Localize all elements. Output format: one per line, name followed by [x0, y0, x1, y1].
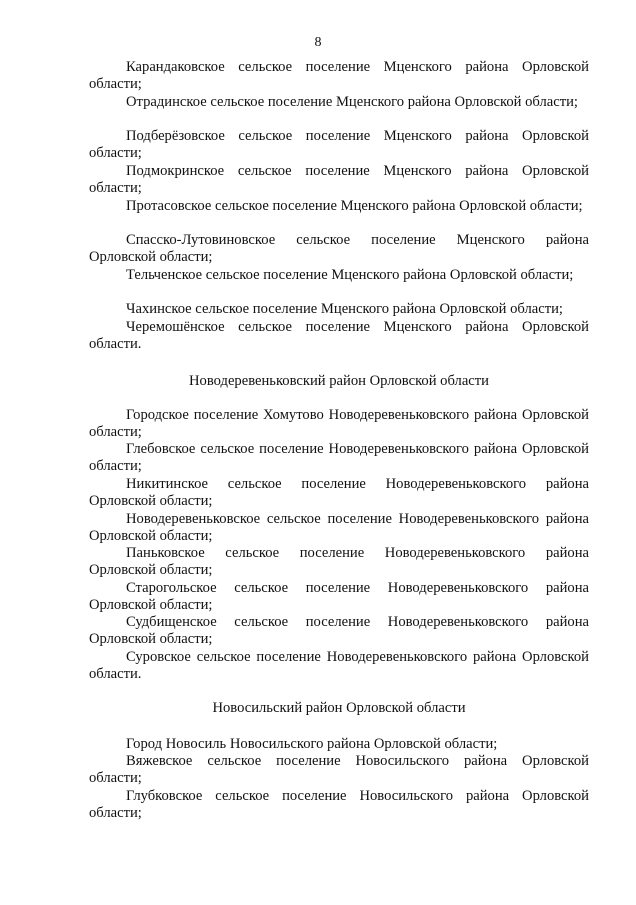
- list-item: Карандаковское сельское поселение Мценского района Орловской области;: [89, 59, 589, 92]
- list-item: Черемошёнское сельское поселение Мценского района Орловской области.: [89, 319, 589, 352]
- section-heading: Новосильский район Орловской области: [212, 700, 466, 716]
- list-item: Глебовское сельское поселение Новодеревеньковского района Орловской области;: [89, 441, 589, 474]
- list-item: Никитинское сельское поселение Новодеревеньковского района Орловской области;: [89, 476, 589, 509]
- list-item: Отрадинское сельское поселение Мценского района Орловской области;: [126, 94, 578, 110]
- list-item: Подберёзовское сельское поселение Мценского района Орловской области;: [89, 128, 589, 161]
- section-heading: Новодеревеньковский район Орловской области: [189, 373, 489, 389]
- list-item: Паньковское сельское поселение Новодеревеньковского района Орловской области;: [89, 545, 589, 578]
- list-item: Суровское сельское поселение Новодеревеньковского района Орловской области.: [89, 649, 589, 682]
- list-item: Новодеревеньковское сельское поселение Новодеревеньковского района Орловской области;: [89, 511, 589, 544]
- list-item: Протасовское сельское поселение Мценского района Орловской области;: [126, 198, 583, 214]
- list-item: Городское поселение Хомутово Новодеревеньковского района Орловской области;: [89, 407, 589, 440]
- list-item: Старогольское сельское поселение Новодеревеньковского района Орловской области;: [89, 580, 589, 613]
- list-item: Вяжевское сельское поселение Новосильского района Орловской области;: [89, 753, 589, 786]
- list-item: Судбищенское сельское поселение Новодеревеньковского района Орловской области;: [89, 614, 589, 647]
- list-item: Спасско-Лутовиновское сельское поселение Мценского района Орловской области;: [89, 232, 589, 265]
- page-number: 8: [314, 35, 322, 50]
- list-item: Подмокринское сельское поселение Мценского района Орловской области;: [89, 163, 589, 196]
- list-item: Чахинское сельское поселение Мценского района Орловской области;: [126, 301, 563, 317]
- list-item: Город Новосиль Новосильского района Орловской области;: [126, 736, 498, 752]
- list-item: Тельченское сельское поселение Мценского района Орловской области;: [126, 267, 574, 283]
- list-item: Глубковское сельское поселение Новосильского района Орловской области;: [89, 788, 589, 821]
